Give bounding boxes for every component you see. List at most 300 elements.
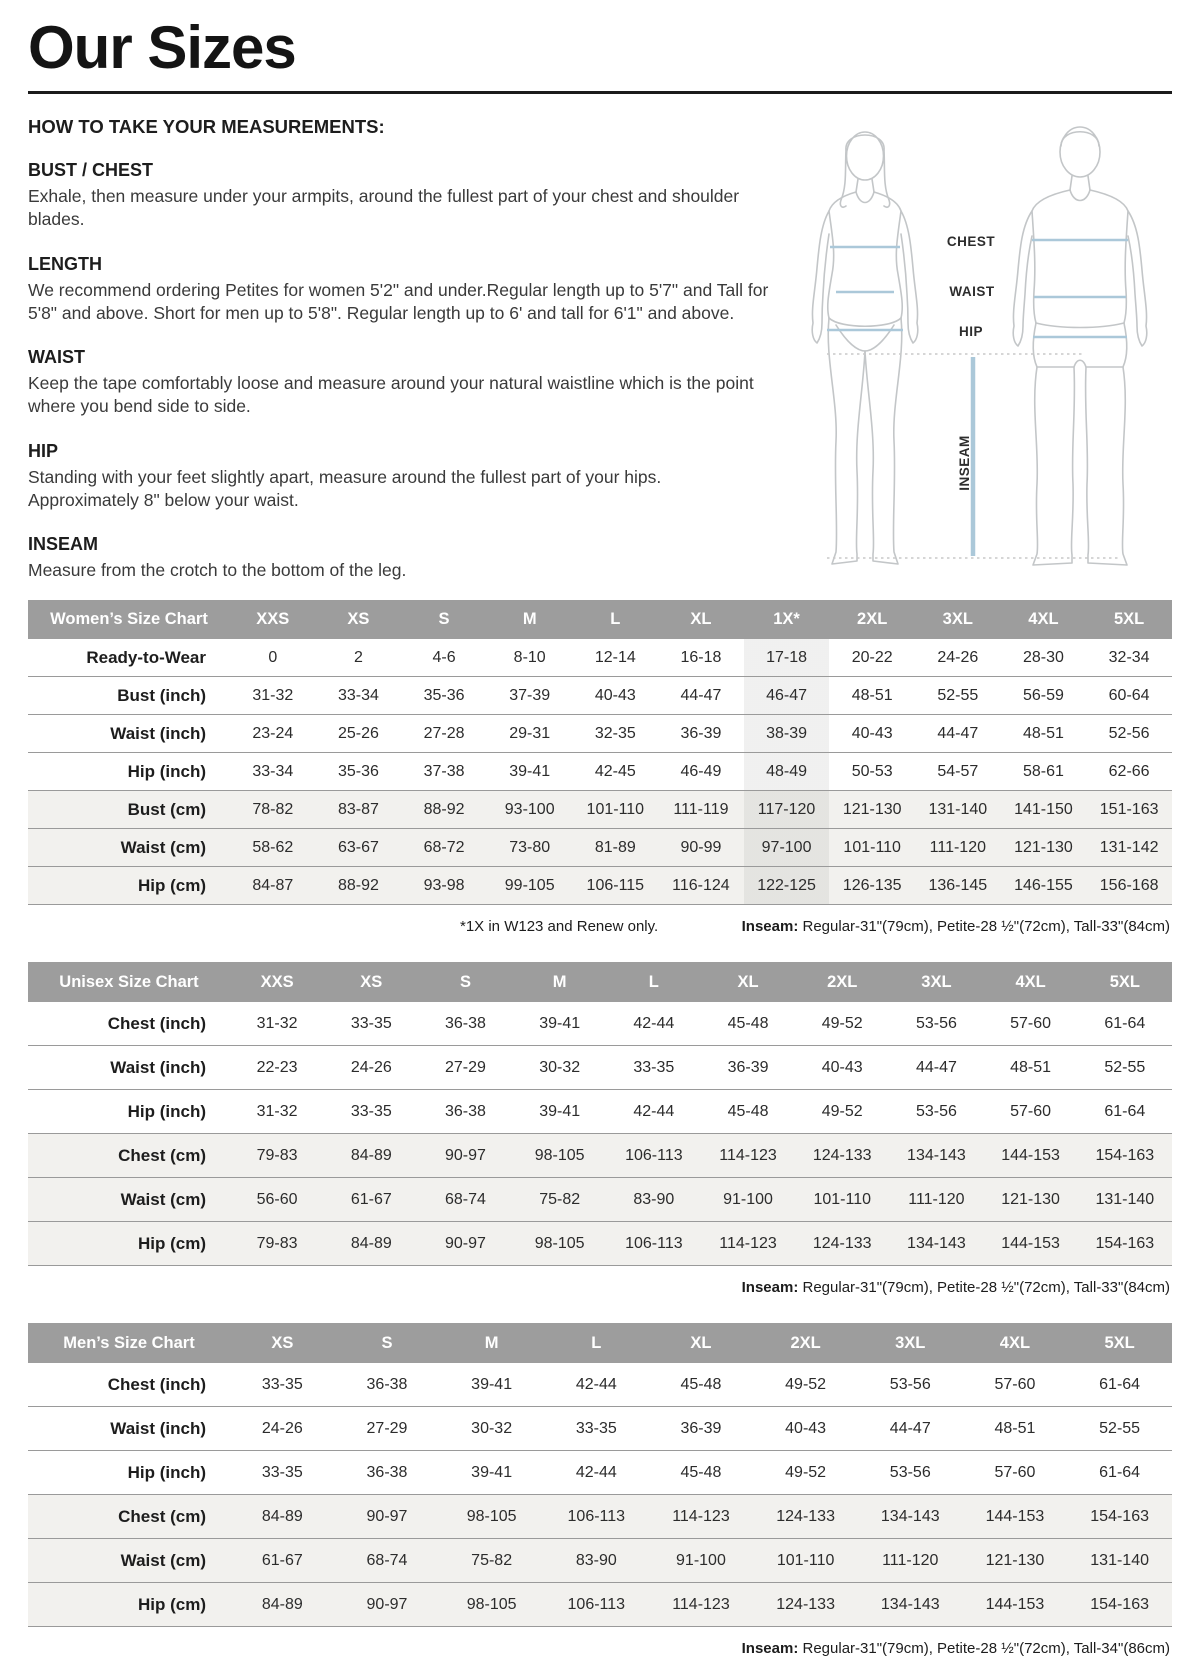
size-cell: 126-135 (829, 867, 915, 905)
size-cell: 124-133 (795, 1134, 889, 1178)
size-cell: 49-52 (795, 1090, 889, 1134)
column-header: 4XL (1001, 600, 1087, 639)
size-cell: 98-105 (439, 1495, 544, 1539)
section-body: Exhale, then measure under your armpits, around the fullest part of your chest and shoulder blades. (28, 186, 740, 230)
table-row (28, 1134, 1172, 1178)
size-cell: 114-123 (649, 1495, 754, 1539)
column-header: S (335, 1323, 440, 1363)
size-cell: 90-97 (418, 1134, 512, 1178)
size-cell: 29-31 (487, 715, 573, 753)
row-label: Ready-to-Wear (28, 639, 230, 677)
women-size-table (28, 600, 1172, 905)
size-cell: 79-83 (230, 1222, 324, 1266)
column-header: 5XL (1086, 600, 1172, 639)
section-title: HIP (28, 440, 59, 461)
footnote-inseam-text: Regular-31"(79cm), Petite-28 ½"(72cm), Tall-34"(86cm) (798, 1640, 1170, 1657)
size-cell: 31-32 (230, 1002, 324, 1046)
section-title: BUST / CHEST (28, 160, 154, 180)
size-cell: 48-51 (984, 1046, 1078, 1090)
table-row (28, 1222, 1172, 1266)
size-cell: 91-100 (701, 1178, 795, 1222)
size-cell: 48-49 (744, 753, 830, 791)
size-cell: 61-64 (1067, 1451, 1172, 1495)
size-cell: 97-100 (744, 829, 830, 867)
table-row (28, 715, 1172, 753)
size-cell: 0 (230, 639, 316, 677)
size-cell: 8-10 (487, 639, 573, 677)
size-cell: 49-52 (753, 1363, 858, 1407)
size-cell: 44-47 (858, 1407, 963, 1451)
section-waist (28, 347, 770, 419)
size-cell: 61-64 (1067, 1363, 1172, 1407)
size-cell: 48-51 (963, 1407, 1068, 1451)
column-header: XS (230, 1323, 335, 1363)
size-cell: 90-99 (658, 829, 744, 867)
size-cell: 58-62 (230, 829, 316, 867)
figure-illustration (780, 102, 1172, 580)
size-cell: 33-34 (230, 753, 316, 791)
size-cell: 40-43 (573, 677, 659, 715)
table-title: Men’s Size Chart (28, 1323, 230, 1363)
female-figure-outline (812, 132, 918, 564)
size-cell: 50-53 (829, 753, 915, 791)
size-cell: 57-60 (963, 1363, 1068, 1407)
size-cell: 12-14 (573, 639, 659, 677)
size-cell: 61-64 (1078, 1090, 1172, 1134)
table-title: Women’s Size Chart (28, 600, 230, 639)
size-cell: 61-64 (1078, 1002, 1172, 1046)
size-cell: 131-140 (1078, 1178, 1172, 1222)
column-header: 2XL (753, 1323, 858, 1363)
row-label: Hip (inch) (28, 753, 230, 791)
column-header: XS (316, 600, 402, 639)
column-header: XXS (230, 962, 324, 1002)
size-cell: 88-92 (316, 867, 402, 905)
section-title: LENGTH (28, 253, 102, 274)
footnote-inseam-label: Inseam: (741, 918, 799, 935)
row-label: Hip (cm) (28, 867, 230, 905)
size-cell: 33-35 (324, 1002, 418, 1046)
table-row (28, 1407, 1172, 1451)
size-cell: 88-92 (401, 791, 487, 829)
size-cell: 39-41 (487, 753, 573, 791)
size-cell: 53-56 (889, 1002, 983, 1046)
size-cell: 46-47 (744, 677, 830, 715)
size-cell: 40-43 (795, 1046, 889, 1090)
size-cell: 62-66 (1086, 753, 1172, 791)
row-label: Hip (inch) (28, 1090, 230, 1134)
section-bust-chest (28, 160, 770, 232)
size-cell: 2 (316, 639, 402, 677)
unisex-size-chart-block (28, 962, 1172, 1296)
size-cell: 30-32 (439, 1407, 544, 1451)
size-cell: 121-130 (963, 1539, 1068, 1583)
size-cell: 44-47 (889, 1046, 983, 1090)
size-cell: 111-120 (889, 1178, 983, 1222)
size-cell: 38-39 (744, 715, 830, 753)
size-cell: 134-143 (889, 1134, 983, 1178)
size-cell: 45-48 (701, 1002, 795, 1046)
size-cell: 91-100 (649, 1539, 754, 1583)
column-header: XL (649, 1323, 754, 1363)
column-header: L (573, 600, 659, 639)
waist-label: WAIST (949, 284, 995, 299)
table-row (28, 677, 1172, 715)
table-header-row (28, 1323, 1172, 1363)
size-cell: 25-26 (316, 715, 402, 753)
size-cell: 42-44 (544, 1451, 649, 1495)
women-size-chart-block (28, 600, 1172, 935)
size-cell: 154-163 (1078, 1222, 1172, 1266)
footnote-inseam-label: Inseam: (741, 1640, 799, 1657)
footnote-inseam (742, 1279, 1172, 1296)
size-cell: 30-32 (513, 1046, 607, 1090)
size-cell: 68-72 (401, 829, 487, 867)
column-header: 3XL (889, 962, 983, 1002)
size-cell: 31-32 (230, 677, 316, 715)
size-cell: 35-36 (316, 753, 402, 791)
column-header: XS (324, 962, 418, 1002)
size-cell: 23-24 (230, 715, 316, 753)
size-cell: 40-43 (753, 1407, 858, 1451)
size-cell: 53-56 (858, 1451, 963, 1495)
size-cell: 101-110 (829, 829, 915, 867)
table-row (28, 753, 1172, 791)
row-label: Waist (cm) (28, 829, 230, 867)
size-cell: 57-60 (984, 1002, 1078, 1046)
intro-section (28, 116, 1172, 584)
table-row (28, 829, 1172, 867)
size-cell: 121-130 (1001, 829, 1087, 867)
size-cell: 154-163 (1078, 1134, 1172, 1178)
size-cell: 54-57 (915, 753, 1001, 791)
size-cell: 144-153 (963, 1495, 1068, 1539)
size-cell: 33-34 (316, 677, 402, 715)
size-cell: 33-35 (544, 1407, 649, 1451)
size-cell: 28-30 (1001, 639, 1087, 677)
size-cell: 116-124 (658, 867, 744, 905)
table-row (28, 1583, 1172, 1627)
women-table-footnote (28, 918, 1172, 935)
chest-label: CHEST (946, 234, 996, 249)
size-cell: 52-55 (1067, 1407, 1172, 1451)
size-cell: 27-29 (335, 1407, 440, 1451)
row-label: Hip (cm) (28, 1222, 230, 1266)
size-cell: 144-153 (963, 1583, 1068, 1627)
size-cell: 134-143 (858, 1495, 963, 1539)
size-cell: 78-82 (230, 791, 316, 829)
unisex-size-table (28, 962, 1172, 1266)
size-cell: 99-105 (487, 867, 573, 905)
size-cell: 84-89 (324, 1222, 418, 1266)
size-cell: 106-113 (544, 1583, 649, 1627)
column-header: 2XL (795, 962, 889, 1002)
section-body: We recommend ordering Petites for women 5'2" and under.Regular length up to 5'7" and Tall for 5'8" and above. Short for men up to 5'8". Regular length up to 6' and tall for 6'1" and above. (28, 279, 769, 323)
size-cell: 36-39 (658, 715, 744, 753)
column-header: XXS (230, 600, 316, 639)
size-cell: 27-28 (401, 715, 487, 753)
size-cell: 134-143 (889, 1222, 983, 1266)
size-cell: 4-6 (401, 639, 487, 677)
table-row (28, 791, 1172, 829)
size-cell: 44-47 (658, 677, 744, 715)
size-cell: 151-163 (1086, 791, 1172, 829)
column-header: XL (658, 600, 744, 639)
section-body: Standing with your feet slightly apart, measure around the fullest part of your hips. Approximately 8" below your waist. (28, 466, 662, 510)
size-cell: 144-153 (984, 1222, 1078, 1266)
men-size-table (28, 1323, 1172, 1627)
table-row (28, 1539, 1172, 1583)
row-label: Waist (cm) (28, 1178, 230, 1222)
size-cell: 124-133 (795, 1222, 889, 1266)
row-label: Hip (inch) (28, 1451, 230, 1495)
size-cell: 39-41 (439, 1451, 544, 1495)
size-cell: 81-89 (573, 829, 659, 867)
size-cell: 17-18 (744, 639, 830, 677)
size-cell: 106-113 (607, 1134, 701, 1178)
size-cell: 39-41 (439, 1363, 544, 1407)
column-header: S (401, 600, 487, 639)
size-cell: 52-55 (1078, 1046, 1172, 1090)
footnote-inseam-text: Regular-31"(79cm), Petite-28 ½"(72cm), Tall-33"(84cm) (798, 918, 1170, 935)
table-row (28, 867, 1172, 905)
size-cell: 52-56 (1086, 715, 1172, 753)
size-cell: 57-60 (963, 1451, 1068, 1495)
size-cell: 131-140 (915, 791, 1001, 829)
row-label: Waist (inch) (28, 1407, 230, 1451)
section-inseam (28, 534, 770, 582)
size-cell: 56-59 (1001, 677, 1087, 715)
measurement-instructions (28, 116, 770, 582)
column-header: 3XL (915, 600, 1001, 639)
section-body: Keep the tape comfortably loose and measure around your natural waistline which is the point where you bend side to side. (28, 373, 754, 417)
size-cell: 83-90 (544, 1539, 649, 1583)
size-cell: 45-48 (701, 1090, 795, 1134)
title-divider (28, 91, 1172, 94)
size-cell: 52-55 (915, 677, 1001, 715)
size-cell: 93-98 (401, 867, 487, 905)
size-cell: 24-26 (915, 639, 1001, 677)
size-cell: 101-110 (795, 1178, 889, 1222)
size-cell: 73-80 (487, 829, 573, 867)
size-cell: 117-120 (744, 791, 830, 829)
size-cell: 48-51 (1001, 715, 1087, 753)
size-cell: 61-67 (324, 1178, 418, 1222)
size-cell: 32-35 (573, 715, 659, 753)
footnote-1x-note: *1X in W123 and Renew only. (460, 918, 659, 935)
table-row (28, 1178, 1172, 1222)
column-header: 2XL (829, 600, 915, 639)
size-cell: 24-26 (230, 1407, 335, 1451)
size-cell: 16-18 (658, 639, 744, 677)
size-cell: 36-39 (649, 1407, 754, 1451)
column-header: 5XL (1067, 1323, 1172, 1363)
size-cell: 68-74 (335, 1539, 440, 1583)
size-cell: 98-105 (439, 1583, 544, 1627)
size-cell: 111-120 (858, 1539, 963, 1583)
size-cell: 114-123 (649, 1583, 754, 1627)
row-label: Waist (inch) (28, 1046, 230, 1090)
size-cell: 156-168 (1086, 867, 1172, 905)
size-cell: 35-36 (401, 677, 487, 715)
size-cell: 83-87 (316, 791, 402, 829)
table-row (28, 1451, 1172, 1495)
row-label: Chest (cm) (28, 1495, 230, 1539)
male-figure-outline (1013, 127, 1147, 565)
size-cell: 31-32 (230, 1090, 324, 1134)
size-cell: 106-113 (544, 1495, 649, 1539)
table-row (28, 1363, 1172, 1407)
men-size-chart-block (28, 1323, 1172, 1657)
size-cell: 42-44 (607, 1090, 701, 1134)
size-cell: 134-143 (858, 1583, 963, 1627)
size-cell: 32-34 (1086, 639, 1172, 677)
column-header: M (439, 1323, 544, 1363)
men-table-footnote (28, 1640, 1172, 1657)
size-cell: 90-97 (335, 1495, 440, 1539)
size-cell: 131-140 (1067, 1539, 1172, 1583)
size-cell: 63-67 (316, 829, 402, 867)
size-cell: 75-82 (513, 1178, 607, 1222)
size-cell: 84-89 (230, 1583, 335, 1627)
size-cell: 40-43 (829, 715, 915, 753)
row-label: Hip (cm) (28, 1583, 230, 1627)
footnote-inseam-text: Regular-31"(79cm), Petite-28 ½"(72cm), Tall-33"(84cm) (798, 1279, 1170, 1296)
size-cell: 24-26 (324, 1046, 418, 1090)
table-row (28, 1002, 1172, 1046)
size-cell: 36-38 (335, 1363, 440, 1407)
size-cell: 42-44 (544, 1363, 649, 1407)
row-label: Waist (inch) (28, 715, 230, 753)
size-cell: 57-60 (984, 1090, 1078, 1134)
size-cell: 61-67 (230, 1539, 335, 1583)
size-cell: 136-145 (915, 867, 1001, 905)
size-cell: 154-163 (1067, 1583, 1172, 1627)
table-title: Unisex Size Chart (28, 962, 230, 1002)
size-cell: 114-123 (701, 1222, 795, 1266)
size-cell: 42-45 (573, 753, 659, 791)
size-cell: 101-110 (573, 791, 659, 829)
size-cell: 39-41 (513, 1002, 607, 1046)
size-cell: 83-90 (607, 1178, 701, 1222)
column-header: 1X* (744, 600, 830, 639)
size-cell: 42-44 (607, 1002, 701, 1046)
size-cell: 144-153 (984, 1134, 1078, 1178)
column-header: L (607, 962, 701, 1002)
size-cell: 146-155 (1001, 867, 1087, 905)
size-cell: 121-130 (984, 1178, 1078, 1222)
size-cell: 98-105 (513, 1134, 607, 1178)
row-label: Chest (cm) (28, 1134, 230, 1178)
size-cell: 111-120 (915, 829, 1001, 867)
size-cell: 60-64 (1086, 677, 1172, 715)
section-length (28, 254, 770, 326)
size-cell: 53-56 (858, 1363, 963, 1407)
size-cell: 37-39 (487, 677, 573, 715)
size-cell: 58-61 (1001, 753, 1087, 791)
section-hip (28, 441, 770, 513)
size-cell: 93-100 (487, 791, 573, 829)
measurements-heading: HOW TO TAKE YOUR MEASUREMENTS: (28, 116, 385, 137)
table-header-row (28, 962, 1172, 1002)
page-title: Our Sizes (28, 14, 296, 81)
size-cell: 124-133 (753, 1495, 858, 1539)
size-cell: 27-29 (418, 1046, 512, 1090)
section-title: INSEAM (28, 534, 99, 555)
footnote-inseam-label: Inseam: (741, 1279, 799, 1296)
size-cell: 121-130 (829, 791, 915, 829)
size-cell: 36-39 (701, 1046, 795, 1090)
section-body: Measure from the crotch to the bottom of the leg. (28, 560, 407, 581)
size-cell: 84-89 (230, 1495, 335, 1539)
size-cell: 101-110 (753, 1539, 858, 1583)
size-cell: 56-60 (230, 1178, 324, 1222)
size-cell: 84-89 (324, 1134, 418, 1178)
unisex-table-footnote (28, 1279, 1172, 1296)
size-cell: 90-97 (335, 1583, 440, 1627)
size-cell: 45-48 (649, 1363, 754, 1407)
size-cell: 79-83 (230, 1134, 324, 1178)
row-label: Chest (inch) (28, 1002, 230, 1046)
size-cell: 75-82 (439, 1539, 544, 1583)
table-row (28, 639, 1172, 677)
size-cell: 106-113 (607, 1222, 701, 1266)
size-cell: 37-38 (401, 753, 487, 791)
hip-label: HIP (958, 324, 984, 339)
table-header-row (28, 600, 1172, 639)
table-row (28, 1495, 1172, 1539)
column-header: XL (701, 962, 795, 1002)
size-cell: 36-38 (335, 1451, 440, 1495)
footnote-inseam (742, 918, 1172, 935)
size-cell: 114-123 (701, 1134, 795, 1178)
size-cell: 141-150 (1001, 791, 1087, 829)
size-cell: 20-22 (829, 639, 915, 677)
column-header: 3XL (858, 1323, 963, 1363)
size-cell: 49-52 (795, 1002, 889, 1046)
row-label: Chest (inch) (28, 1363, 230, 1407)
size-cell: 44-47 (915, 715, 1001, 753)
size-cell: 33-35 (324, 1090, 418, 1134)
size-cell: 106-115 (573, 867, 659, 905)
table-row (28, 1046, 1172, 1090)
size-cell: 68-74 (418, 1178, 512, 1222)
column-header: M (513, 962, 607, 1002)
inseam-label: INSEAM (957, 435, 972, 491)
column-header: 5XL (1078, 962, 1172, 1002)
row-label: Bust (inch) (28, 677, 230, 715)
size-cell: 98-105 (513, 1222, 607, 1266)
body-measurement-illustration (780, 102, 1172, 580)
section-title: WAIST (28, 347, 85, 368)
size-cell: 36-38 (418, 1002, 512, 1046)
size-cell: 45-48 (649, 1451, 754, 1495)
row-label: Bust (cm) (28, 791, 230, 829)
size-cell: 90-97 (418, 1222, 512, 1266)
size-cell: 131-142 (1086, 829, 1172, 867)
size-cell: 48-51 (829, 677, 915, 715)
size-cell: 53-56 (889, 1090, 983, 1134)
column-header: M (487, 600, 573, 639)
column-header: L (544, 1323, 649, 1363)
size-cell: 36-38 (418, 1090, 512, 1134)
column-header: S (418, 962, 512, 1002)
size-cell: 46-49 (658, 753, 744, 791)
table-row (28, 1090, 1172, 1134)
size-cell: 33-35 (230, 1451, 335, 1495)
row-label: Waist (cm) (28, 1539, 230, 1583)
size-cell: 39-41 (513, 1090, 607, 1134)
